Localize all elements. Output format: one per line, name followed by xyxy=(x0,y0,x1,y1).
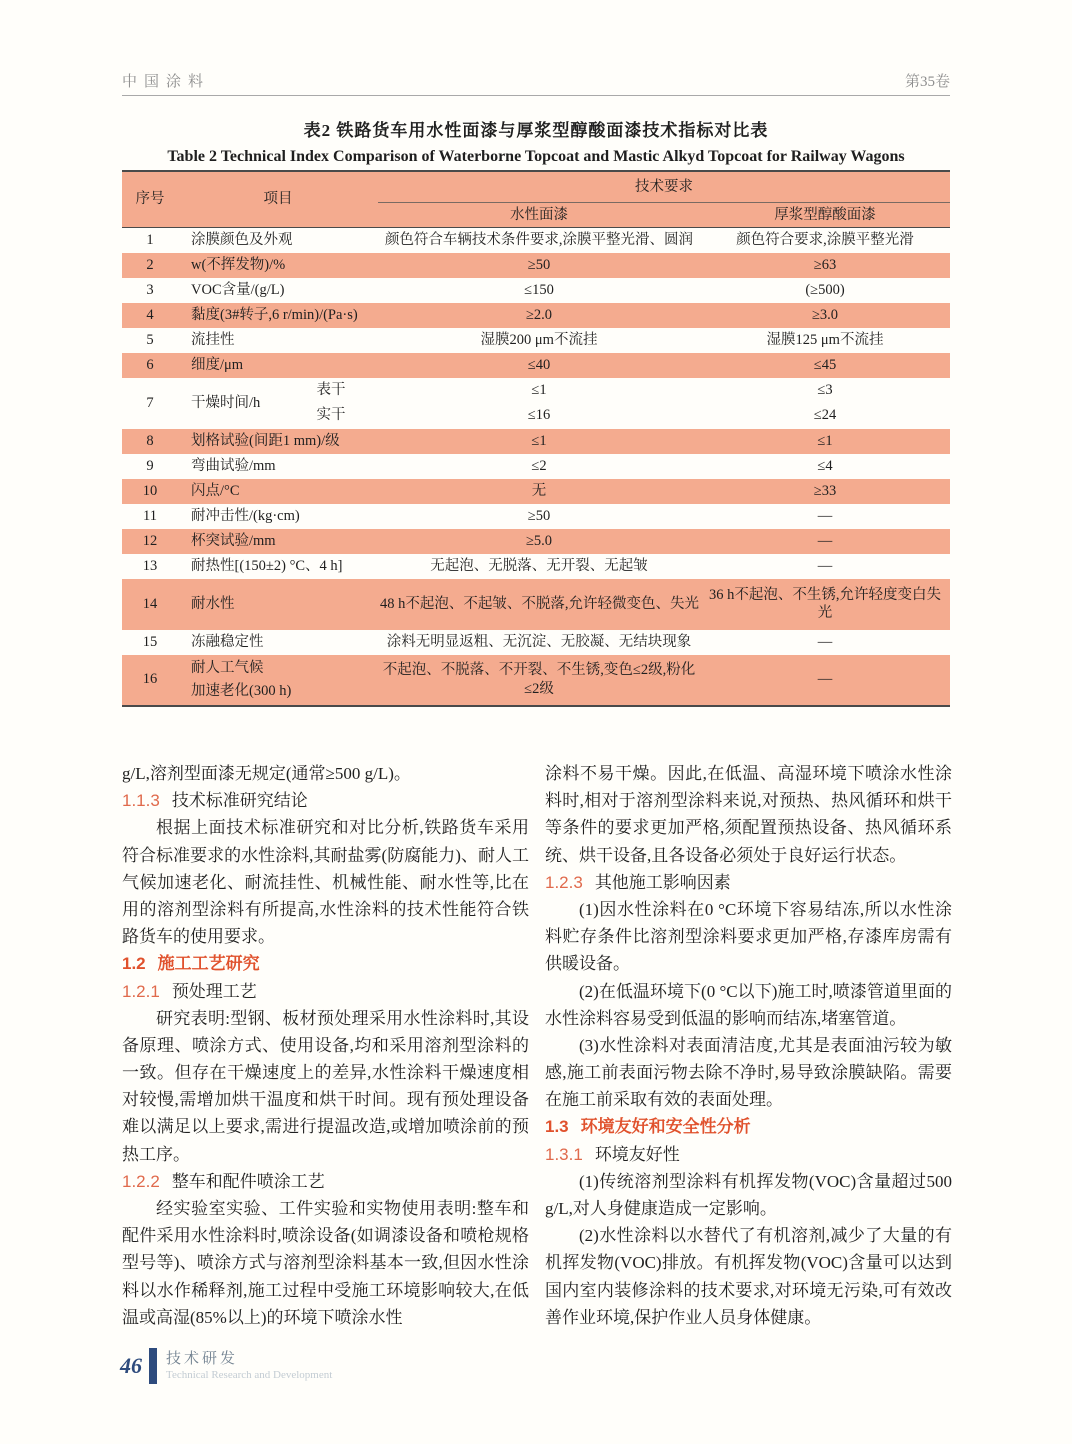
value-waterborne: 涂料无明显返粗、无沉淀、无胶凝、无结块现象 xyxy=(386,633,692,650)
table-row xyxy=(122,655,950,706)
sub-item-label: 实干 xyxy=(316,407,346,423)
item-name: 耐水性 xyxy=(191,595,235,612)
item-name: 闪点/°C xyxy=(191,482,240,499)
col-header-requirement: 技术要求 xyxy=(378,171,950,203)
table-row xyxy=(122,303,950,328)
value-alkyd: (≥500) xyxy=(805,281,845,298)
value-waterborne: 湿膜200 μm不流挂 xyxy=(480,331,598,348)
table-row xyxy=(122,278,950,303)
footer-section xyxy=(166,1350,332,1382)
value-alkyd: — xyxy=(817,507,833,524)
item-name: 流挂性 xyxy=(191,331,235,348)
paragraph: g/L,溶剂型面漆无规定(通常≥500 g/L)。 xyxy=(122,764,411,783)
section-title: 技术标准研究结论 xyxy=(171,791,308,811)
footer-section-zh: 技术研发 xyxy=(166,1351,239,1367)
value-lines xyxy=(380,378,698,428)
comparison-table xyxy=(122,170,950,707)
value-waterborne: ≥2.0 xyxy=(525,306,553,323)
section-number: 1.1.3 xyxy=(122,791,160,811)
footer-section-en: Technical Research and Development xyxy=(166,1369,333,1381)
value-waterborne: ≤150 xyxy=(524,281,554,298)
value-alkyd: 颜色符合要求,涂膜平整光滑 xyxy=(736,232,914,249)
value-waterborne: 无起泡、无脱落、无开裂、无起皱 xyxy=(430,557,648,574)
value-alkyd: ≥33 xyxy=(813,482,837,499)
value-waterborne: ≥50 xyxy=(527,507,551,524)
table-row xyxy=(122,429,950,454)
section-number: 1.2.1 xyxy=(122,981,160,1001)
row-number: 7 xyxy=(146,394,154,411)
item-name: 冻融稳定性 xyxy=(191,633,264,650)
footer-divider-bar xyxy=(149,1348,157,1384)
section-title: 其他施工影响因素 xyxy=(594,872,731,892)
value-waterborne: 无 xyxy=(531,482,547,499)
value-alkyd: ≤45 xyxy=(813,356,837,373)
value-line: ≤3 xyxy=(817,382,833,398)
table-body xyxy=(122,228,950,706)
col-header-waterborne: 水性面漆 xyxy=(378,203,700,228)
item-name: 划格试验(间距1 mm)/级 xyxy=(191,432,340,449)
value-waterborne: 颜色符合车辆技术条件要求,涂膜平整光滑、圆润 xyxy=(384,232,694,249)
item-label xyxy=(191,657,376,703)
value-alkyd: — xyxy=(817,557,833,574)
row-number: 1 xyxy=(146,232,154,249)
item-name: 耐热性[(150±2) °C、4 h] xyxy=(191,557,343,574)
paragraph: 经实验室实验、工件实验和实物使用表明:整车和配件采用水性涂料时,喷涂设备(如调漆设备和喷枪规格型号等)、喷涂方式与溶剂型涂料基本一致,但因水性涂料以水作稀释剂,施工过程中受施工环境影响较大,在低温或高湿(85%以上)的环境下喷涂水性 xyxy=(122,1199,529,1327)
value-alkyd: 36 h不起泡、不生锈,允许轻度变白失光 xyxy=(709,586,941,621)
section-title: 施工工艺研究 xyxy=(157,954,260,974)
paragraph: (2)在低温环境下(0 °C以下)施工时,喷漆管道里面的水性涂料容易受到低温的影响而结冻,堵塞管道。 xyxy=(545,981,952,1028)
row-number: 5 xyxy=(146,331,154,348)
table-row xyxy=(122,253,950,278)
value-alkyd: ≤1 xyxy=(817,432,833,449)
table-row xyxy=(122,378,950,429)
item-name xyxy=(178,655,378,706)
row-number: 9 xyxy=(146,457,154,474)
value-lines xyxy=(702,378,948,428)
section-number: 1.2.2 xyxy=(122,1171,160,1191)
paragraph: 根据上面技术标准研究和对比分析,铁路货车采用符合标准要求的水性涂料,其耐盐雾(防腐能力)、耐人工气候加速老化、耐流挂性、机械性能、耐水性等,比在用的溶剂型涂料有所提高,水性涂料的技术性能符合铁路货车的使用要求。 xyxy=(122,818,529,947)
table-caption xyxy=(122,116,950,166)
paragraph: (2)水性涂料以水替代了有机溶剂,减少了大量的有机挥发物(VOC)排放。有机挥发物(VOC)含量可以达到国内室内装修涂料的技术要求,对环境无污染,可有效改善作业环境,保护作业人员身体健康。 xyxy=(545,1226,952,1327)
value-waterborne: ≥50 xyxy=(527,256,551,273)
table-row xyxy=(122,228,950,253)
row-number: 14 xyxy=(142,595,158,612)
page-number: 46 xyxy=(120,1353,142,1378)
table-title-zh: 表2 铁路货车用水性面漆与厚浆型醇酸面漆技术指标对比表 xyxy=(303,121,769,140)
value-alkyd: — xyxy=(817,671,833,688)
section-number: 1.2 xyxy=(122,954,146,974)
row-number: 2 xyxy=(146,256,154,273)
col-header-no: 序号 xyxy=(122,171,178,228)
row-number: 11 xyxy=(143,507,157,524)
section-heading xyxy=(122,978,529,1005)
table-row xyxy=(122,479,950,504)
paragraph: 研究表明:型钢、板材预处理采用水性涂料时,其设备原理、喷涂方式、使用设备,均和采用溶剂型涂料的一致。但存在干燥速度上的差异,水性涂料干燥速度相对较慢,需增加烘干温度和烘干时间。现有预处理设备难以满足以上要求,需进行提温改造,或增加喷涂前的预热工序。 xyxy=(122,1008,529,1164)
value-waterborne: 48 h不起泡、不起皱、不脱落,允许轻微变色、失光 xyxy=(380,595,699,612)
col-header-alkyd: 厚浆型醇酸面漆 xyxy=(700,203,950,228)
article-column-left xyxy=(122,760,529,1331)
page-footer xyxy=(120,1348,332,1384)
table-row xyxy=(122,353,950,378)
table-row xyxy=(122,504,950,529)
row-number: 12 xyxy=(142,532,158,549)
item-name: 细度/μm xyxy=(191,356,244,373)
value-alkyd: ≥3.0 xyxy=(811,306,839,323)
row-number: 3 xyxy=(146,281,154,298)
row-number: 13 xyxy=(142,557,158,574)
article-column-right xyxy=(545,760,952,1331)
section-number: 1.3.1 xyxy=(545,1144,583,1164)
running-head xyxy=(122,66,950,96)
table-title-en: Table 2 Technical Index Comparison of Waterborne Topcoat and Mastic Alkyd Topcoat for Railway Wagons xyxy=(167,148,905,165)
row-number: 16 xyxy=(142,671,158,688)
item-label-line: 耐人工气候 xyxy=(191,659,264,676)
value-waterborne: ≥5.0 xyxy=(525,532,553,549)
sub-item-label: 表干 xyxy=(316,382,346,398)
table-row xyxy=(122,630,950,655)
item-name: w(不挥发物)/% xyxy=(191,256,286,273)
section-heading xyxy=(122,787,529,814)
paragraph: (1)传统溶剂型涂料有机挥发物(VOC)含量超过500 g/L,对人身健康造成一定影响。 xyxy=(545,1171,952,1218)
row-number: 8 xyxy=(146,432,154,449)
value-waterborne: ≤2 xyxy=(531,457,547,474)
table-header-row-1 xyxy=(122,171,950,203)
paragraph: 涂料不易干燥。因此,在低温、高湿环境下喷涂水性涂料时,相对于溶剂型涂料来说,对预热、热风循环和烘干等条件的要求更加严格,须配置预热设备、热风循环系统、烘干设备,且各设备必须处于良好运行状态。 xyxy=(545,764,952,865)
value-waterborne: 不起泡、不脱落、不开裂、不生锈,变色≤2级,粉化≤2级 xyxy=(382,662,696,697)
item-name: 杯突试验/mm xyxy=(191,532,276,549)
value-alkyd: — xyxy=(817,532,833,549)
section-heading xyxy=(122,1168,529,1195)
value-alkyd: ≥63 xyxy=(813,256,837,273)
section-heading xyxy=(545,1141,952,1168)
section-number: 1.2.3 xyxy=(545,872,583,892)
row-number: 15 xyxy=(142,633,158,650)
volume-label: 第35卷 xyxy=(904,74,950,90)
value-line: ≤1 xyxy=(531,382,547,398)
section-title: 整车和配件喷涂工艺 xyxy=(171,1171,325,1191)
value-alkyd: 湿膜125 μm不流挂 xyxy=(766,331,884,348)
journal-name: 中国涂料 xyxy=(122,74,211,90)
value-alkyd: — xyxy=(817,633,833,650)
value-alkyd xyxy=(700,378,950,429)
section-title: 环境友好和安全性分析 xyxy=(580,1117,751,1137)
article-body xyxy=(122,760,952,1331)
table-row xyxy=(122,554,950,579)
section-heading xyxy=(545,1113,952,1140)
item-label-line: 加速老化(300 h) xyxy=(191,682,292,699)
item-name: 黏度(3#转子,6 r/min)/(Pa·s) xyxy=(191,306,358,323)
table-row xyxy=(122,529,950,554)
item-name: 弯曲试验/mm xyxy=(191,457,276,474)
row-number: 6 xyxy=(146,356,154,373)
section-heading xyxy=(122,950,529,977)
value-line: ≤24 xyxy=(813,407,837,423)
item-name: VOC含量/(g/L) xyxy=(191,281,285,298)
value-alkyd: ≤4 xyxy=(817,457,833,474)
sub-item-labels xyxy=(292,378,370,428)
item-name: 耐冲击性/(kg·cm) xyxy=(191,507,300,524)
item-name xyxy=(178,378,378,429)
value-waterborne: ≤1 xyxy=(531,432,547,449)
value-waterborne: ≤40 xyxy=(527,356,551,373)
table-row xyxy=(122,328,950,353)
section-heading xyxy=(545,869,952,896)
section-title: 预处理工艺 xyxy=(171,981,257,1001)
item-with-subitems xyxy=(191,378,376,428)
table-row xyxy=(122,454,950,479)
item-name: 涂膜颜色及外观 xyxy=(191,232,293,249)
item-label: 干燥时间/h xyxy=(191,394,261,411)
row-number: 10 xyxy=(142,482,158,499)
section-number: 1.3 xyxy=(545,1117,569,1137)
value-line: ≤16 xyxy=(527,407,551,423)
paragraph: (3)水性涂料对表面清洁度,尤其是表面油污较为敏感,施工前表面污物去除不净时,易导致涂膜缺陷。需要在施工前采取有效的表面处理。 xyxy=(545,1035,952,1110)
section-title: 环境友好性 xyxy=(594,1144,680,1164)
row-number: 4 xyxy=(146,306,154,323)
col-header-item: 项目 xyxy=(178,171,378,228)
table-row xyxy=(122,579,950,630)
value-waterborne xyxy=(378,378,700,429)
table-header xyxy=(122,171,950,228)
paragraph: (1)因水性涂料在0 °C环境下容易结冻,所以水性涂料贮存条件比溶剂型涂料要求更加严格,存漆库房需有供暖设备。 xyxy=(545,899,952,974)
